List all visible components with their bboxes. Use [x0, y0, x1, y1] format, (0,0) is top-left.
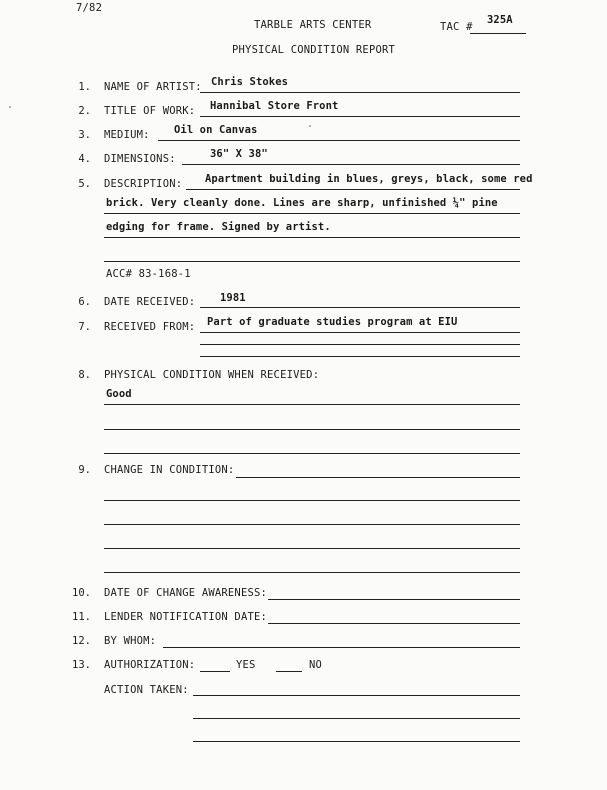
action-taken-line-2	[193, 718, 520, 719]
description-line-3: edging for frame. Signed by artist.	[106, 221, 331, 233]
action-taken-line-3	[193, 741, 520, 742]
item-number-3: 3.	[78, 129, 91, 141]
date-received-line	[200, 307, 520, 308]
change-in-condition-line-2	[104, 500, 520, 501]
received-from-line-2	[200, 344, 520, 345]
item-number-13: 13.	[72, 659, 91, 671]
item-number-7: 7.	[78, 321, 91, 333]
by-whom-line	[163, 647, 520, 648]
date-change-awareness-label: DATE OF CHANGE AWARENESS:	[104, 587, 268, 599]
item-number-4: 4.	[78, 153, 91, 165]
date-received-label: DATE RECEIVED:	[104, 296, 196, 308]
action-taken-label: ACTION TAKEN:	[104, 684, 189, 696]
title-label: TITLE OF WORK:	[104, 105, 196, 117]
tac-label: TAC #	[440, 21, 473, 33]
title-value: Hannibal Store Front	[210, 100, 339, 112]
medium-value: Oil on Canvas	[174, 124, 258, 136]
description-rule-2	[104, 213, 520, 214]
date-code: 7/82	[76, 2, 103, 14]
by-whom-label: BY WHOM:	[104, 635, 157, 647]
received-from-line-3	[200, 356, 520, 357]
received-from-label: RECEIVED FROM:	[104, 321, 196, 333]
item-number-8: 8.	[78, 369, 91, 381]
lender-notification-line	[268, 623, 520, 624]
date-received-value: 1981	[220, 292, 246, 304]
change-in-condition-line-4	[104, 548, 520, 549]
item-number-10: 10.	[72, 587, 91, 599]
item-number-2: 2.	[78, 105, 91, 117]
item-number-9: 9.	[78, 464, 91, 476]
condition-received-value: Good	[106, 388, 132, 400]
authorization-no-blank	[276, 671, 302, 672]
title-line	[200, 116, 520, 117]
description-line-2: brick. Very cleanly done. Lines are sharp, unfinished ¼" pine	[106, 197, 498, 209]
scan-speck	[9, 106, 11, 108]
artist-value: Chris Stokes	[211, 76, 289, 88]
tac-underline	[470, 33, 526, 34]
item-number-12: 12.	[72, 635, 91, 647]
description-rule-4	[104, 261, 520, 262]
dimensions-label: DIMENSIONS:	[104, 153, 176, 165]
condition-received-line-1	[104, 404, 520, 405]
condition-received-line-2	[104, 429, 520, 430]
item-number-11: 11.	[72, 611, 91, 623]
artist-label: NAME OF ARTIST:	[104, 81, 202, 93]
change-in-condition-line-3	[104, 524, 520, 525]
medium-line	[158, 140, 520, 141]
tac-number: 325A	[487, 14, 513, 26]
authorization-yes-blank	[200, 671, 230, 672]
lender-notification-label: LENDER NOTIFICATION DATE:	[104, 611, 268, 623]
item-number-1: 1.	[78, 81, 91, 93]
scan-speck	[309, 125, 311, 127]
authorization-no-option: NO	[309, 659, 323, 671]
change-in-condition-line-1	[236, 477, 520, 478]
condition-received-label: PHYSICAL CONDITION WHEN RECEIVED:	[104, 369, 320, 381]
item-number-5: 5.	[78, 178, 91, 190]
report-title: PHYSICAL CONDITION REPORT	[232, 44, 396, 56]
condition-received-line-3	[104, 453, 520, 454]
description-rule-1	[186, 189, 520, 190]
accession-number: ACC# 83-168-1	[106, 268, 191, 280]
dimensions-value: 36" X 38"	[210, 148, 268, 160]
medium-label: MEDIUM:	[104, 129, 150, 141]
item-number-6: 6.	[78, 296, 91, 308]
date-change-awareness-line	[268, 599, 520, 600]
description-line-1: Apartment building in blues, greys, black, some red	[205, 173, 533, 185]
dimensions-line	[182, 164, 520, 165]
center-name: TARBLE ARTS CENTER	[254, 19, 372, 31]
description-rule-3	[104, 237, 520, 238]
description-label: DESCRIPTION:	[104, 178, 183, 190]
action-taken-line-1	[193, 695, 520, 696]
received-from-line-1	[200, 332, 520, 333]
change-in-condition-line-5	[104, 572, 520, 573]
authorization-label: AUTHORIZATION:	[104, 659, 196, 671]
change-in-condition-label: CHANGE IN CONDITION:	[104, 464, 235, 476]
received-from-value: Part of graduate studies program at EIU	[207, 316, 458, 328]
artist-line	[200, 92, 520, 93]
authorization-yes-option: YES	[236, 659, 256, 671]
